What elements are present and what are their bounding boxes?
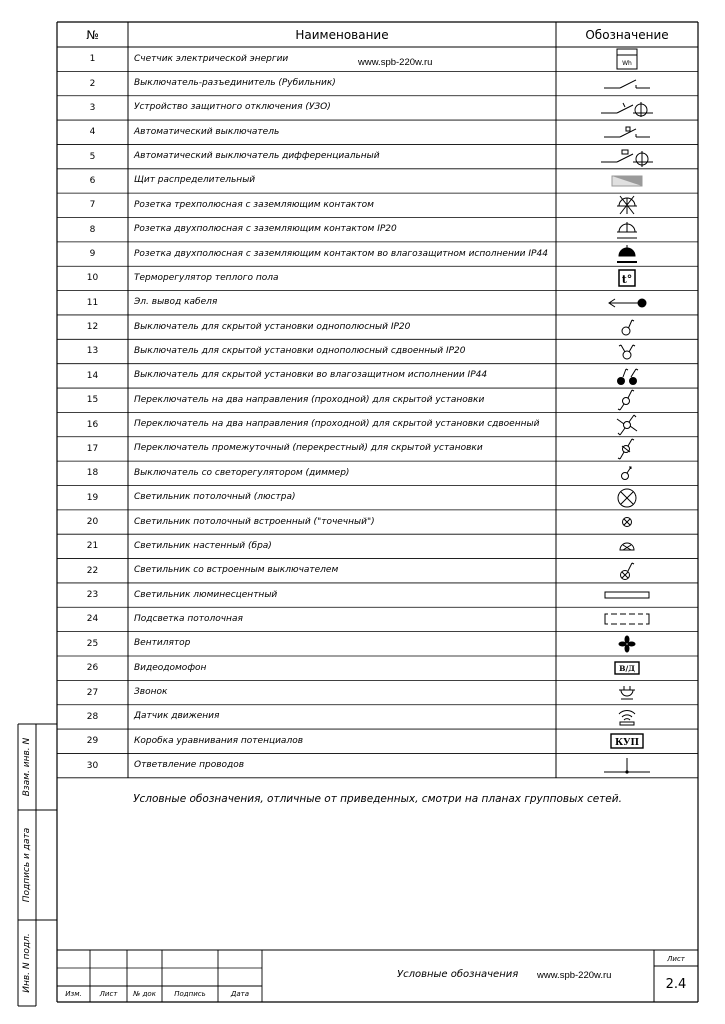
- intermediate-switch-icon: [556, 437, 698, 461]
- row-number: 17: [86, 443, 99, 454]
- row-name: Выключатель для скрытой установки однополюсный сдвоенный IP20: [134, 345, 466, 356]
- table-row: [57, 753, 698, 777]
- table-row: [57, 632, 698, 656]
- row-name: Светильник настенный (бра): [134, 540, 272, 551]
- table-row: [57, 705, 698, 729]
- title-block-col-1: Лист: [99, 990, 118, 998]
- thermostat-icon: [556, 266, 698, 290]
- table-row: [57, 729, 698, 753]
- wire-branch-icon: [556, 753, 698, 777]
- table-row: [57, 680, 698, 704]
- light-with-switch-icon: [556, 559, 698, 583]
- row-number: 27: [86, 687, 99, 698]
- double-switch-icon: [556, 339, 698, 363]
- row-name: Светильник потолочный (люстра): [134, 492, 296, 503]
- row-name: Розетка двухполюсная с заземляющим контактом IP20: [134, 224, 397, 235]
- title-block-col-4: Дата: [230, 990, 250, 998]
- row-number: 23: [86, 590, 99, 601]
- drawing-title: Условные обозначения: [397, 969, 519, 980]
- table-row: [57, 315, 698, 339]
- two-way-switch-icon: [556, 388, 698, 412]
- header-designation: Обозначение: [585, 27, 669, 42]
- row-number: 1: [89, 54, 96, 65]
- table-row: [57, 388, 698, 412]
- three-pole-socket-icon: [556, 193, 698, 217]
- row-number: 3: [89, 102, 96, 113]
- row-name: Терморегулятор теплого пола: [134, 272, 279, 283]
- row-name: Переключатель на два направления (проходной) для скрытой установки сдвоенный: [134, 419, 540, 430]
- double-two-way-switch-icon: [556, 412, 698, 436]
- row-name: Выключатель для скрытой установки во влагозащитном исполнении IP44: [134, 370, 488, 381]
- title-block-col-3: Подпись: [174, 990, 206, 998]
- table-row: [57, 144, 698, 168]
- electric-meter-icon: [556, 47, 698, 71]
- row-number: 19: [86, 492, 99, 503]
- row-number: 30: [86, 760, 99, 771]
- dimmer-icon: [556, 461, 698, 485]
- row-number: 9: [89, 249, 96, 260]
- row-number: 21: [86, 541, 99, 552]
- row-number: 5: [89, 151, 96, 162]
- row-number: 18: [86, 468, 99, 479]
- table-row: [57, 96, 698, 120]
- row-number: 25: [86, 638, 99, 649]
- row-name: Видеодомофон: [134, 662, 207, 673]
- svg-text:КУП: КУП: [615, 738, 639, 749]
- ceiling-light-icon: [556, 485, 698, 509]
- row-name: Светильник со встроенным выключателем: [134, 565, 339, 576]
- row-name: Коробка уравнивания потенциалов: [134, 735, 304, 746]
- row-name: Розетка трехполюсная с заземляющим контактом: [134, 199, 374, 210]
- ceiling-backlight-icon: [556, 607, 698, 631]
- row-name: Устройство защитного отключения (УЗО): [134, 102, 331, 113]
- row-name: Звонок: [134, 687, 168, 698]
- row-number: 7: [89, 200, 96, 211]
- row-number: 14: [86, 370, 99, 381]
- row-number: 12: [86, 322, 99, 333]
- rcd-icon: [556, 96, 698, 120]
- row-number: 16: [86, 419, 99, 430]
- table-row: [57, 607, 698, 631]
- table-row: [57, 583, 698, 607]
- row-number: 8: [89, 224, 96, 235]
- row-name: Автоматический выключатель дифференциальный: [134, 151, 380, 162]
- svg-text:В/Д: В/Д: [619, 664, 635, 674]
- row-name: Переключатель промежуточный (перекрестный) для скрытой установки: [134, 443, 483, 454]
- table-row: [57, 559, 698, 583]
- row-name: Щит распределительный: [134, 175, 256, 186]
- title-block-col-2: № док: [133, 990, 156, 998]
- row-number: 28: [86, 711, 99, 722]
- row-number: 22: [86, 565, 99, 576]
- side-label-signature-date: Подпись и дата: [22, 827, 32, 903]
- row-number: 20: [86, 517, 99, 527]
- disconnector-switch-icon: [556, 71, 698, 95]
- row-name: Выключатель со светорегулятором (диммер): [134, 467, 350, 478]
- table-row: [57, 510, 698, 534]
- table-row: [57, 656, 698, 680]
- row-name: Ответвление проводов: [134, 760, 245, 771]
- watermark-top: www.spb-220w.ru: [358, 57, 433, 68]
- row-number: 6: [89, 175, 96, 186]
- waterproof-socket-icon: [556, 242, 698, 266]
- cable-outlet-icon: [556, 291, 698, 315]
- single-switch-icon: [556, 315, 698, 339]
- legend-note: Условные обозначения, отличные от приведенных, смотри на планах групповых сетей.: [133, 793, 622, 805]
- row-number: 4: [89, 127, 96, 138]
- row-name: Светильник люминесцентный: [134, 589, 278, 600]
- table-row: [57, 193, 698, 217]
- row-number: 2: [89, 78, 96, 89]
- table-row: [57, 291, 698, 315]
- row-name: Вентилятор: [134, 638, 191, 649]
- distribution-board-icon: [556, 169, 698, 193]
- spot-light-icon: [556, 510, 698, 534]
- video-intercom-icon: [556, 656, 698, 680]
- table-row: [57, 461, 698, 485]
- fluorescent-light-icon: [556, 583, 698, 607]
- table-row: [57, 169, 698, 193]
- table-row: [57, 218, 698, 242]
- row-name: Светильник потолочный встроенный ("точечный"): [134, 516, 375, 527]
- motion-sensor-icon: [556, 705, 698, 729]
- row-name: Розетка двухполюсная с заземляющим контактом во влагозащитном исполнении IP44: [134, 248, 548, 259]
- side-label-inv-vzam: Взам. инв. N: [22, 737, 32, 797]
- table-row: [57, 534, 698, 558]
- row-name: Автоматический выключатель: [134, 126, 280, 137]
- header-name: Наименование: [295, 27, 389, 42]
- row-number: 29: [86, 736, 99, 747]
- side-label-inv-podl: Инв. N подл.: [22, 933, 32, 993]
- table-row: [57, 242, 698, 266]
- two-pole-socket-icon: [556, 218, 698, 242]
- sheet-number: 2.4: [665, 976, 687, 992]
- potential-box-icon: [556, 729, 698, 753]
- row-number: 26: [86, 663, 99, 674]
- fan-icon: [556, 632, 698, 656]
- row-name: Счетчик электрической энергии: [134, 53, 289, 64]
- svg-text:t°: t°: [621, 273, 633, 287]
- row-name: Датчик движения: [134, 711, 220, 722]
- circuit-breaker-icon: [556, 120, 698, 144]
- row-name: Эл. вывод кабеля: [134, 297, 218, 308]
- differential-breaker-icon: [556, 144, 698, 168]
- waterproof-switch-icon: [556, 364, 698, 388]
- title-block-col-0: Изм.: [65, 990, 82, 998]
- row-number: 24: [86, 614, 99, 625]
- row-name: Выключатель для скрытой установки однополюсный IP20: [134, 321, 411, 332]
- svg-text:Wh: Wh: [622, 60, 632, 68]
- row-name: Подсветка потолочная: [134, 613, 243, 624]
- row-number: 10: [86, 273, 99, 284]
- table-row: [57, 364, 698, 388]
- header-num: №: [86, 27, 99, 42]
- title-block-website: www.spb-220w.ru: [537, 970, 612, 981]
- wall-light-icon: [556, 534, 698, 558]
- table-row: [57, 266, 698, 290]
- sheet-label: Лист: [667, 955, 685, 963]
- table-row: [57, 485, 698, 509]
- row-number: 11: [86, 297, 99, 308]
- bell-icon: [556, 680, 698, 704]
- table-row: [57, 437, 698, 461]
- row-name: Переключатель на два направления (проходной) для скрытой установки: [134, 394, 485, 405]
- table-row: [57, 412, 698, 436]
- table-row: [57, 339, 698, 363]
- row-number: 15: [86, 395, 99, 406]
- table-row: [57, 71, 698, 95]
- table-row: [57, 120, 698, 144]
- row-number: 13: [86, 346, 99, 357]
- row-name: Выключатель-разъединитель (Рубильник): [134, 78, 336, 89]
